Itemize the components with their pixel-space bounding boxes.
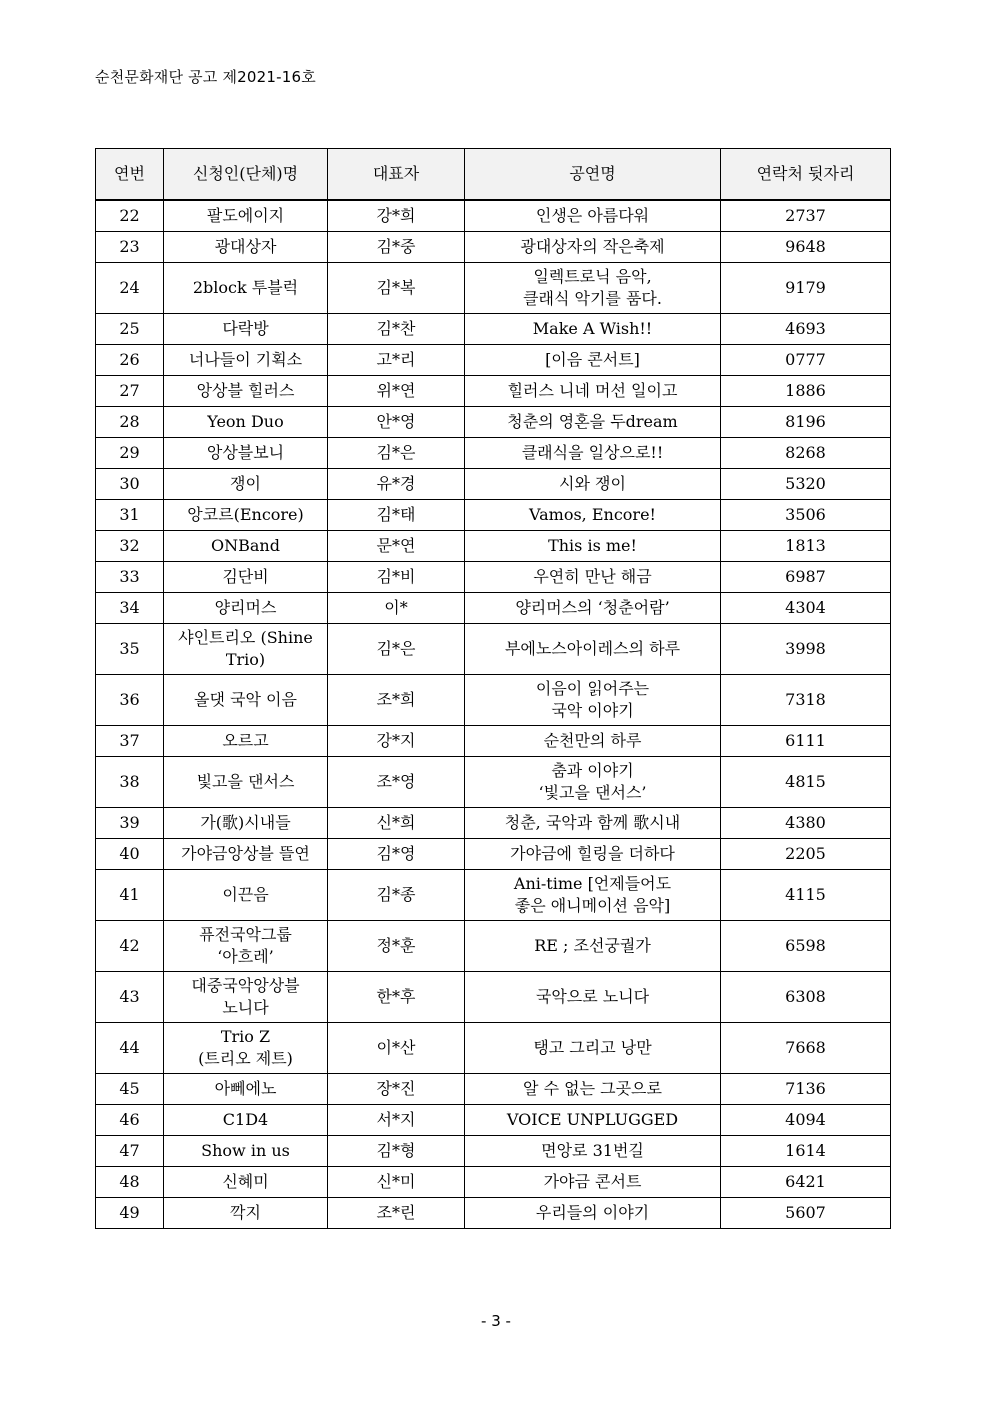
cell-performance-title: 힐러스 니네 머선 일이고 [465,375,721,406]
table-row [96,468,891,499]
cell-contact: 4115 [721,869,891,920]
cell-applicant-name: 빛고을 댄서스 [164,756,328,807]
cell-representative: 안*영 [328,406,465,437]
cell-representative: 신*미 [328,1166,465,1197]
table-row [96,1166,891,1197]
cell-performance-title: Make A Wish!! [465,313,721,344]
cell-contact: 7136 [721,1073,891,1104]
cell-representative: 조*린 [328,1197,465,1228]
cell-contact: 4815 [721,756,891,807]
cell-number: 23 [96,231,164,262]
cell-performance-title: 우연히 만난 해금 [465,561,721,592]
cell-contact: 4094 [721,1104,891,1135]
cell-number: 28 [96,406,164,437]
header-representative: 대표자 [328,149,465,201]
cell-representative: 고*리 [328,344,465,375]
cell-performance-title: 이음이 읽어주는 국악 이야기 [465,674,721,725]
table-row [96,344,891,375]
cell-representative: 김*복 [328,262,465,313]
table-row [96,725,891,756]
cell-performance-title: 가야금에 힐링을 더하다 [465,838,721,869]
cell-representative: 김*태 [328,499,465,530]
cell-contact: 8196 [721,406,891,437]
cell-performance-title: [이음 콘서트] [465,344,721,375]
cell-applicant-name: 오르고 [164,725,328,756]
cell-contact: 6421 [721,1166,891,1197]
cell-number: 22 [96,200,164,231]
cell-representative: 서*지 [328,1104,465,1135]
table-header-row [96,149,891,201]
cell-representative: 김*중 [328,231,465,262]
cell-representative: 강*지 [328,725,465,756]
cell-applicant-name: 앙코르(Encore) [164,499,328,530]
cell-performance-title: Vamos, Encore! [465,499,721,530]
table-row [96,592,891,623]
cell-representative: 강*희 [328,200,465,231]
cell-contact: 3506 [721,499,891,530]
header-number: 연번 [96,149,164,201]
table-row [96,971,891,1022]
table-row [96,1104,891,1135]
table-row [96,869,891,920]
cell-contact: 9179 [721,262,891,313]
cell-applicant-name: 팔도에이지 [164,200,328,231]
cell-applicant-name: 퓨전국악그룹 ‘아흐레’ [164,920,328,971]
cell-contact: 6598 [721,920,891,971]
cell-number: 49 [96,1197,164,1228]
cell-number: 41 [96,869,164,920]
cell-contact: 5320 [721,468,891,499]
cell-performance-title: 춤과 이야기 ‘빛고을 댄서스’ [465,756,721,807]
cell-applicant-name: 앙상블보니 [164,437,328,468]
cell-number: 29 [96,437,164,468]
cell-performance-title: Ani-time [언제들어도 좋은 애니메이션 음악] [465,869,721,920]
cell-representative: 문*연 [328,530,465,561]
cell-number: 43 [96,971,164,1022]
cell-applicant-name: 가(歌)시내들 [164,807,328,838]
cell-performance-title: 시와 쟁이 [465,468,721,499]
table-row [96,231,891,262]
cell-contact: 0777 [721,344,891,375]
table-row [96,674,891,725]
cell-applicant-name: 앙상블 힐러스 [164,375,328,406]
cell-performance-title: 양리머스의 ‘청춘어람’ [465,592,721,623]
cell-representative: 한*후 [328,971,465,1022]
cell-contact: 7668 [721,1022,891,1073]
cell-number: 42 [96,920,164,971]
header-applicant-name: 신청인(단체)명 [164,149,328,201]
cell-number: 33 [96,561,164,592]
cell-contact: 7318 [721,674,891,725]
cell-applicant-name: 신혜미 [164,1166,328,1197]
cell-contact: 1813 [721,530,891,561]
cell-applicant-name: ONBand [164,530,328,561]
cell-performance-title: 가야금 콘서트 [465,1166,721,1197]
table-row [96,437,891,468]
cell-contact: 3998 [721,623,891,674]
cell-applicant-name: 양리머스 [164,592,328,623]
cell-representative: 김*은 [328,437,465,468]
cell-number: 30 [96,468,164,499]
cell-performance-title: VOICE UNPLUGGED [465,1104,721,1135]
table-body [96,200,891,1228]
page-number: - 3 - [481,1312,511,1330]
cell-performance-title: 인생은 아름다워 [465,200,721,231]
cell-performance-title: 청춘, 국악과 함께 歌시내 [465,807,721,838]
cell-representative: 신*희 [328,807,465,838]
cell-representative: 김*찬 [328,313,465,344]
table-row [96,530,891,561]
cell-performance-title: 일렉트로닉 음악, 클래식 악기를 품다. [465,262,721,313]
cell-applicant-name: 아뻬에노 [164,1073,328,1104]
cell-number: 34 [96,592,164,623]
table-row [96,200,891,231]
table-row [96,623,891,674]
cell-number: 35 [96,623,164,674]
table-row [96,406,891,437]
cell-applicant-name: 깍지 [164,1197,328,1228]
cell-contact: 4693 [721,313,891,344]
cell-contact: 8268 [721,437,891,468]
cell-performance-title: 국악으로 노니다 [465,971,721,1022]
cell-representative: 이*산 [328,1022,465,1073]
table-row [96,313,891,344]
cell-contact: 9648 [721,231,891,262]
cell-contact: 4380 [721,807,891,838]
cell-number: 46 [96,1104,164,1135]
cell-representative: 정*훈 [328,920,465,971]
cell-applicant-name: Show in us [164,1135,328,1166]
cell-number: 47 [96,1135,164,1166]
cell-performance-title: RE ; 조선궁궐가 [465,920,721,971]
cell-representative: 김*형 [328,1135,465,1166]
cell-number: 25 [96,313,164,344]
cell-applicant-name: C1D4 [164,1104,328,1135]
cell-number: 37 [96,725,164,756]
cell-performance-title: 클래식을 일상으로!! [465,437,721,468]
cell-representative: 위*연 [328,375,465,406]
cell-number: 39 [96,807,164,838]
cell-representative: 김*은 [328,623,465,674]
cell-applicant-name: 샤인트리오 (Shine Trio) [164,623,328,674]
header-performance-title: 공연명 [465,149,721,201]
applicant-table [95,148,891,1229]
cell-representative: 유*경 [328,468,465,499]
cell-number: 32 [96,530,164,561]
cell-applicant-name: 다락방 [164,313,328,344]
cell-number: 40 [96,838,164,869]
table-row [96,561,891,592]
cell-number: 45 [96,1073,164,1104]
table-row [96,920,891,971]
cell-applicant-name: 이끈음 [164,869,328,920]
cell-applicant-name: 김단비 [164,561,328,592]
cell-contact: 2737 [721,200,891,231]
cell-representative: 조*영 [328,756,465,807]
cell-number: 26 [96,344,164,375]
table-row [96,756,891,807]
table-row [96,807,891,838]
cell-number: 24 [96,262,164,313]
document-header: 순천문화재단 공고 제2021-16호 [95,68,316,86]
cell-contact: 1886 [721,375,891,406]
table-row [96,1135,891,1166]
cell-representative: 김*영 [328,838,465,869]
table-row [96,1022,891,1073]
cell-performance-title: 면앙로 31번길 [465,1135,721,1166]
cell-applicant-name: Yeon Duo [164,406,328,437]
cell-contact: 5607 [721,1197,891,1228]
cell-performance-title: This is me! [465,530,721,561]
table-row [96,262,891,313]
table-row [96,375,891,406]
cell-representative: 장*진 [328,1073,465,1104]
cell-number: 44 [96,1022,164,1073]
cell-number: 38 [96,756,164,807]
cell-number: 48 [96,1166,164,1197]
cell-performance-title: 탱고 그리고 낭만 [465,1022,721,1073]
cell-number: 31 [96,499,164,530]
table-row [96,838,891,869]
cell-performance-title: 순천만의 하루 [465,725,721,756]
cell-applicant-name: 가야금앙상블 뜰연 [164,838,328,869]
cell-performance-title: 광대상자의 작은축제 [465,231,721,262]
cell-performance-title: 청춘의 영혼을 두dream [465,406,721,437]
cell-performance-title: 우리들의 이야기 [465,1197,721,1228]
cell-applicant-name: 광대상자 [164,231,328,262]
cell-contact: 6308 [721,971,891,1022]
cell-applicant-name: Trio Z (트리오 제트) [164,1022,328,1073]
cell-performance-title: 부에노스아이레스의 하루 [465,623,721,674]
table-row [96,1197,891,1228]
cell-applicant-name: 2block 투블럭 [164,262,328,313]
cell-number: 36 [96,674,164,725]
cell-representative: 김*비 [328,561,465,592]
cell-contact: 2205 [721,838,891,869]
cell-number: 27 [96,375,164,406]
cell-applicant-name: 대중국악앙상블 노니다 [164,971,328,1022]
table-row [96,1073,891,1104]
cell-contact: 6111 [721,725,891,756]
header-contact: 연락처 뒷자리 [721,149,891,201]
cell-contact: 6987 [721,561,891,592]
cell-representative: 이* [328,592,465,623]
cell-applicant-name: 올댓 국악 이음 [164,674,328,725]
cell-representative: 조*희 [328,674,465,725]
cell-performance-title: 알 수 없는 그곳으로 [465,1073,721,1104]
cell-applicant-name: 쟁이 [164,468,328,499]
table-row [96,499,891,530]
cell-contact: 1614 [721,1135,891,1166]
cell-contact: 4304 [721,592,891,623]
cell-applicant-name: 너나들이 기획소 [164,344,328,375]
cell-representative: 김*종 [328,869,465,920]
